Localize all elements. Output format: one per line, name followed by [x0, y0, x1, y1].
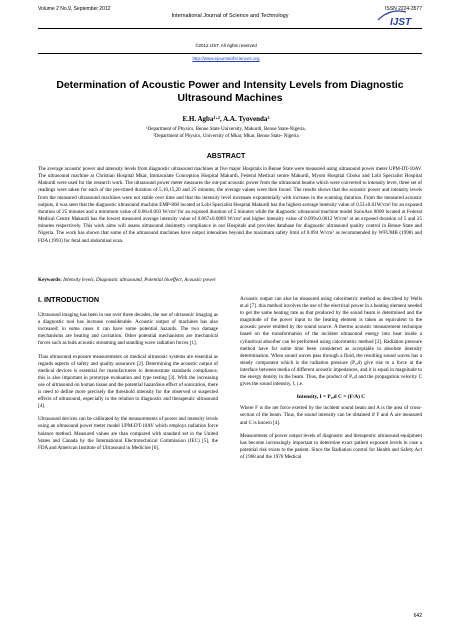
- left-column: [38, 296, 218, 458]
- affiliation-1: ¹Department of Physics, Benue State University, Makurdi, Benue State-Nigeria.: [146, 127, 306, 132]
- logo-text: IJST: [390, 17, 412, 28]
- journal-header: [38, 6, 422, 19]
- paragraph: Acoustic output can also be measured using calorimetric method as described by Wells et.al [7]. this method involves the use of the electrical power in a heating element needed to get the same heating rate as that produced by the sound beam is determined and the magnitude of the power input to the heating element is taken as equivalent to the acoustic power emitted by the sound source. A thermo acoustic measurement technique based on the transformation of the incident ultrasound energy into heat inside a cylindrical absorber can be performed using calorimetric method [2]. Radiation pressure method have for some time been considered as acceptable in absolute intensity determination. When sound waves pass through a fluid, the resulting sound waves has a steady component which is the radiation pressure (Pᵣₐd) give rise to a force at the interface between media of different acoustic impedances, and it is equal in magnitude to the energy density in the beam. Thus, the product of Pᵣₐd and the propagation velocity C gives the sound intensity, I, i.e.: [240, 296, 422, 388]
- paragraph: Where F is the net force exerted by the incident sound beam and A is the area of cross-section of the beam. Thus, the sound intensity can be obtained if F and A are measured and C is known [4].: [240, 405, 422, 426]
- abstract-text: The average acoustic power and intensity levels from diagnostic ultrasound machines at five major Hospitals in Benue State were measured using ultrasound power meter UPM-DT-10AV. The ultrasound machine at Christian Hospital Mkar, Immaculate Conception Hospital Makurdi, Federal Medical centre Makurdi, Myom Hospital Gboko and Lobi Specialist Hospital Makurdi were used for the research work. The ultrasound power meter measures the out-put acoustic power from the ultrasound beams which were converted to intensity level, three set of readings were taken for each of the pre-timed duration of 5,10,15,20 and 25 minutes, the average values were then found. The results shows that the acoustic power and intensity levels from the measured ultrasound machines were not stable over time and that the intensity level increases exponentially with increase in the scanning duration. From the measured acoustic outputs, it was seen that the diagnostic ultrasound machine EMP-860 located at Lobi Specialist Hospital Makurdi has the highest average intensity value of 0.51±0.01W/cm² for an exposed duration of 25 minutes and a minimum value of 0.06±0.003 W/cm² for an exposed duration of 5 minutes while the diagnostic ultrasound machine model SonoAce 8000 located at Federal Medical Centre Makurdi has the lowest measured average intensity value of 0.067±0.0009 W/cm² and higher intensity value of 0.099±0.0012 W/cm² at an exposed duration of 5 and 25 minutes respectively. This work aims will assess ultrasound dosimetry compliance in our Hospitals and provides database for diagnostic ultrasound quality control in Benue State and Nigeria. The work has shown that some of the ultrasound machines have output intensities beyond the maximum safety limit of 0.094 W/cm² as recommended by WFUMB (1998) and FDA (1993) for fetal and abdominal scan.: [38, 166, 422, 244]
- right-column: [240, 296, 422, 467]
- header-rule: [38, 28, 422, 29]
- keywords-list: Intensity levels, Diagnostic ultrasound, Potential bioeffect, Acoustic power: [63, 277, 216, 283]
- intensity-formula: Intensity, I = Pᵣₐd C = (F/A) C: [296, 394, 366, 401]
- paragraph: Thus ultrasound exposure measurements on medical ultrasonic systems are essential as regards aspects of safety and quality assurance [2]. Determining the acoustic output of medical devices is essential for manufacturers to demonstrate standards compliance, this is also important in prototype evaluation and type testing [3]. With the increasing use of ultrasound on human tissue and the potential hazardous effect of sonication, there is need to define more precisely the threshold intensity for the observed or suspected effects of ultrasound, especially in the relation to diagnostic and therapeutic ultrasound [4].: [38, 353, 218, 410]
- url-rule: [38, 53, 422, 54]
- journal-url-link[interactable]: http://www.ejournalofsciences.org: [192, 56, 260, 61]
- page-number: 642: [413, 613, 422, 619]
- copyright: ©2012 IJST. All rights reserved: [195, 43, 257, 48]
- authors: E.H. Agba¹·², A.A. Tyovenda²: [182, 115, 270, 123]
- paragraph: Ultrasound devices can be calibrated by the measurements of power and intensity levels using an ultrasound power meter model UPM-DT-10AV which employs radiation force balance method. Measured values are than compared with standard set in the United States and Canada by the International Electrotechnical Commission (IEC) [5], the FDA and American Institute of Ultrasound in Medicine [6].: [38, 416, 218, 451]
- ijst-logo-icon: [376, 6, 422, 28]
- volume-info: Volume 2 No.9, September 2012: [38, 6, 111, 12]
- affiliation-2: ²Department of Physics, University of Mkar, Mkar, Benue State- Nigeria: [153, 134, 299, 139]
- paragraph: Measurement of power output levels of diagnostic and therapeutic ultrasound equipment has become increasingly important to determine exact patient exposure levels in case a potential risk exists to the patient. Since the Radiation control for Health and Safety Act of 1968 and the 1976 Medical: [240, 432, 422, 460]
- keywords: [38, 277, 422, 283]
- paragraph: Ultrasound imaging has been in use over three decades, the use of ultrasonic imaging as a diagnostic tool has increase considerable. Acoustic output of machines has also increased; in some cases it can have some potential hazards. The two damage mechanisms are heating and cavitation. Other potential mechanisms are mechanical forces such as bulk acoustic streaming and standing wave radiation forces [1].: [38, 312, 218, 347]
- journal-name: International Journal of Science and Technology: [171, 13, 289, 19]
- intro-heading: I. INTRODUCTION: [38, 295, 100, 304]
- issn: ISSN 2224-3577: [385, 6, 422, 12]
- abstract-heading: ABSTRACT: [206, 153, 246, 160]
- keywords-label: Keywords:: [38, 277, 62, 283]
- paper-title: Determination of Acoustic Power and Intensity Levels from Diagnostic Ultrasound Machines: [56, 80, 404, 104]
